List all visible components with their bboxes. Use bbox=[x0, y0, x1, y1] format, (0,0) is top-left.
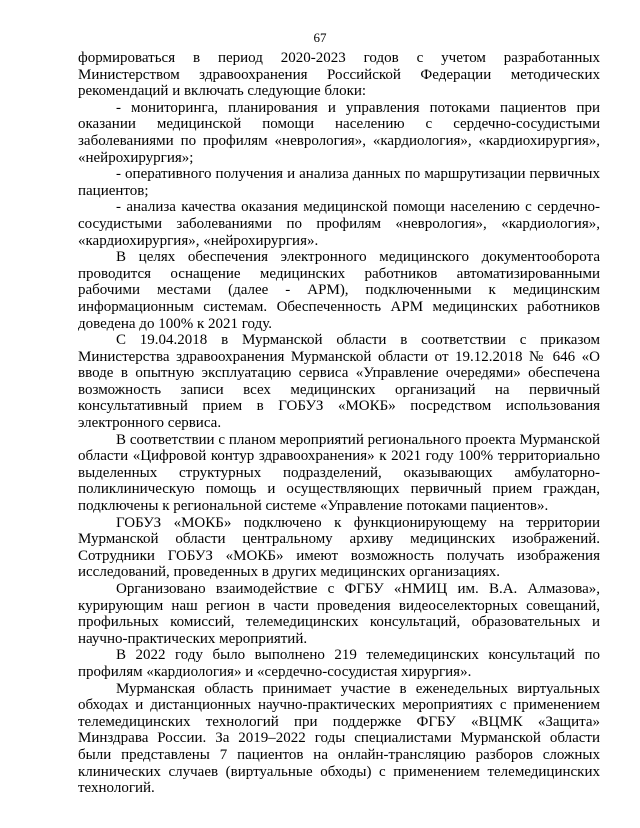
paragraph-virtual-rounds: Мурманская область принимает участие в еженедельных виртуальных обходах и дистанционных научно-практических мероприятиях с применением телемедицинских технологий при поддержке ФГБУ «ВЦМК «Защита» Минздрава России. За 2019–2022 годы специалистами Мурманской области были представлены 7 пациентов на онлайн-трансляцию разборов сложных клинических случаев (виртуальные обходы) с применением телемедицинских технологий. bbox=[78, 680, 600, 797]
paragraph-digital-contour: В соответствии с планом мероприятий регионального проекта Мурманской области «Цифровой контур здравоохранения» к 2021 году 100% территориально выделенных структурных подразделений, оказывающих амбулаторно-поликлиническую помощь и осуществляющих первичный прием граждан, подключены к региональной системе «Управление потоками пациентов». bbox=[78, 431, 600, 515]
paragraph-image-archive: ГОБУЗ «МОКБ» подключено к функционирующему на территории Мурманской области центральному архиву медицинских изображений. Сотрудники ГОБУЗ «МОКБ» имеют возможность получать изображения исследований, проведенных в других медицинских организациях. bbox=[78, 514, 600, 581]
paragraph-arm: В целях обеспечения электронного медицинского документооборота проводится оснащение медицинских работников автоматизированными рабочими местами (далее - АРМ), подключенными к медицинским информационным системам. Обеспеченность АРМ медицинских работников доведена до 100% к 2021 году. bbox=[78, 249, 600, 332]
paragraph-block-quality: - анализа качества оказания медицинской помощи населению с сердечно-сосудистыми заболеваниями по профилям «неврология», «кардиология», «кардиохирургия», «нейрохирургия». bbox=[78, 199, 600, 249]
paragraph-intro: формироваться в период 2020-2023 годов с учетом разработанных Министерством здравоохранения Российской Федерации методических рекомендаций и включать следующие блоки: bbox=[78, 50, 600, 100]
paragraph-queue-service: С 19.04.2018 в Мурманской области в соответствии с приказом Министерства здравоохранения Мурманской области от 19.12.2018 № 646 «О вводе в опытную эксплуатацию сервиса «Управление очередями» обеспечена возможность записи всех медицинских организаций на первичный консультативный прием в ГОБУЗ «МОКБ» посредством использования электронного сервиса. bbox=[78, 332, 600, 432]
paragraph-almazov: Организовано взаимодействие с ФГБУ «НМИЦ им. В.А. Алмазова», курирующим наш регион в части проведения видеоселекторных совещаний, профильных комиссий, телемедицинских консультаций, образовательных и научно-практических мероприятий. bbox=[78, 581, 600, 647]
page-number: 67 bbox=[313, 30, 327, 45]
paragraph-consultations-2022: В 2022 году было выполнено 219 телемедицинских консультаций по профилям «кардиология» и «сердечно-сосудистая хирургия». bbox=[78, 647, 600, 680]
document-body bbox=[78, 50, 600, 797]
paragraph-block-routing: - оперативного получения и анализа данных по маршрутизации первичных пациентов; bbox=[78, 166, 600, 199]
paragraph-block-monitoring: - мониторинга, планирования и управления потоками пациентов при оказании медицинской помощи населению с сердечно-сосудистыми заболеваниями по профилям «неврология», «кардиология», «кардиохирургия», «нейрохирургия»; bbox=[78, 99, 600, 166]
